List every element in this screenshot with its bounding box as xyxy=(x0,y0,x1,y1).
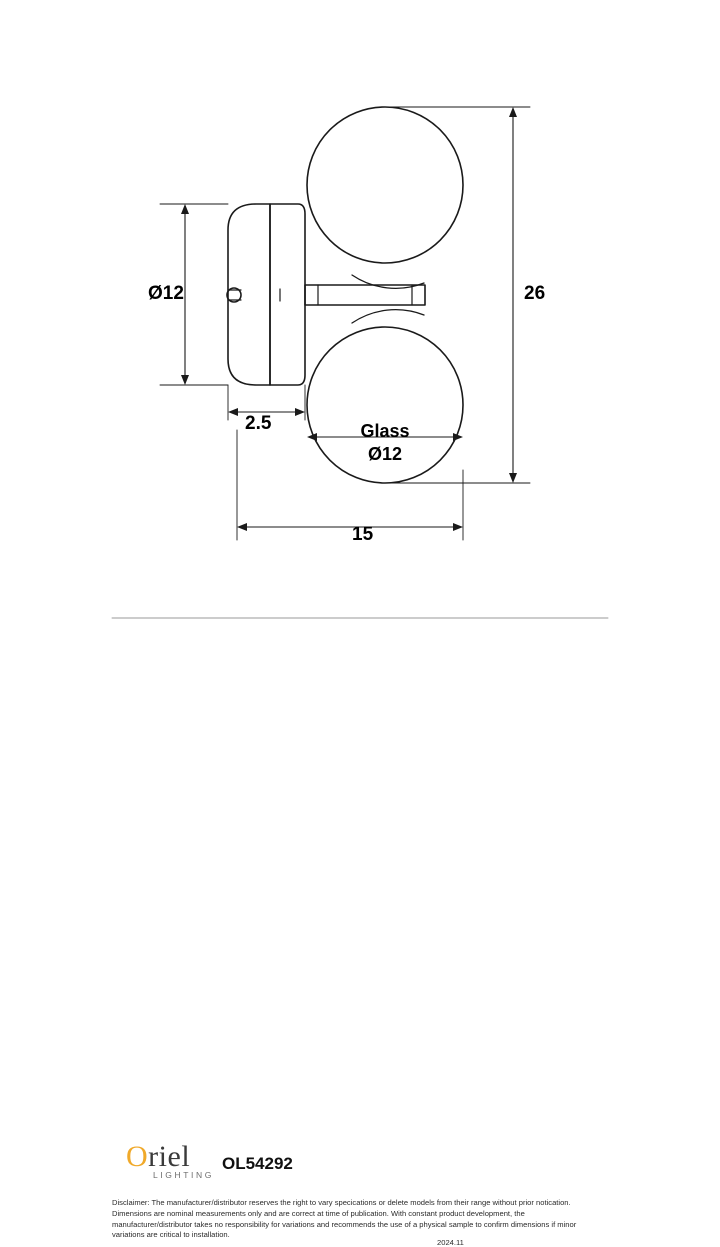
arrow-d12-top xyxy=(181,204,189,214)
arrow-26-bottom xyxy=(509,473,517,483)
upper-glass-sphere xyxy=(307,107,463,263)
disclaimer-line-2: Dimensions are nominal measurements only and are correct at time of publication. With constant product development, the xyxy=(112,1208,525,1218)
disclaimer-line-3: manufacturer/distributor takes no responsibility for variations and recommends the use of a physical sample to confirm dimensions if minor xyxy=(112,1219,577,1229)
backplate-body xyxy=(270,204,305,385)
disclaimer-text xyxy=(112,1198,612,1241)
upper-sphere-collar xyxy=(352,275,424,288)
glass-note-line2: Ø12 xyxy=(367,444,403,465)
publication-date: 2024.11 xyxy=(437,1238,464,1247)
brand-wordmark xyxy=(126,1142,190,1172)
model-code: OL54292 xyxy=(222,1154,293,1173)
arrow-15-right xyxy=(453,523,463,531)
lower-sphere-collar xyxy=(352,310,424,323)
brand-name-rest: riel xyxy=(148,1140,191,1173)
fixing-screw-lines xyxy=(228,290,241,300)
brand-logo xyxy=(112,1142,222,1182)
brand-subtitle: LIGHTING xyxy=(153,1170,214,1180)
footer xyxy=(0,570,720,1247)
dimension-label-width: 15 xyxy=(352,524,374,545)
disclaimer-line-4: variations are critical to installation. xyxy=(112,1230,230,1240)
dimension-label-height: 26 xyxy=(524,283,546,304)
glass-note xyxy=(335,420,435,467)
brand-initial: O xyxy=(126,1140,149,1173)
arrow-15-left xyxy=(237,523,247,531)
dimension-label-depth: 2.5 xyxy=(245,413,272,434)
arrow-d12-bottom xyxy=(181,375,189,385)
arrow-25-left xyxy=(228,408,238,416)
dimension-label-diameter-backplate: Ø12 xyxy=(148,283,184,304)
glass-note-line1: Glass xyxy=(360,421,410,441)
arrow-26-top xyxy=(509,107,517,117)
arrow-25-right xyxy=(295,408,305,416)
disclaimer-line-1: Disclaimer: The manufacturer/distributor reserves the right to vary specications or delete models from their range without prior notication. xyxy=(112,1198,571,1207)
backplate-profile xyxy=(228,204,270,385)
